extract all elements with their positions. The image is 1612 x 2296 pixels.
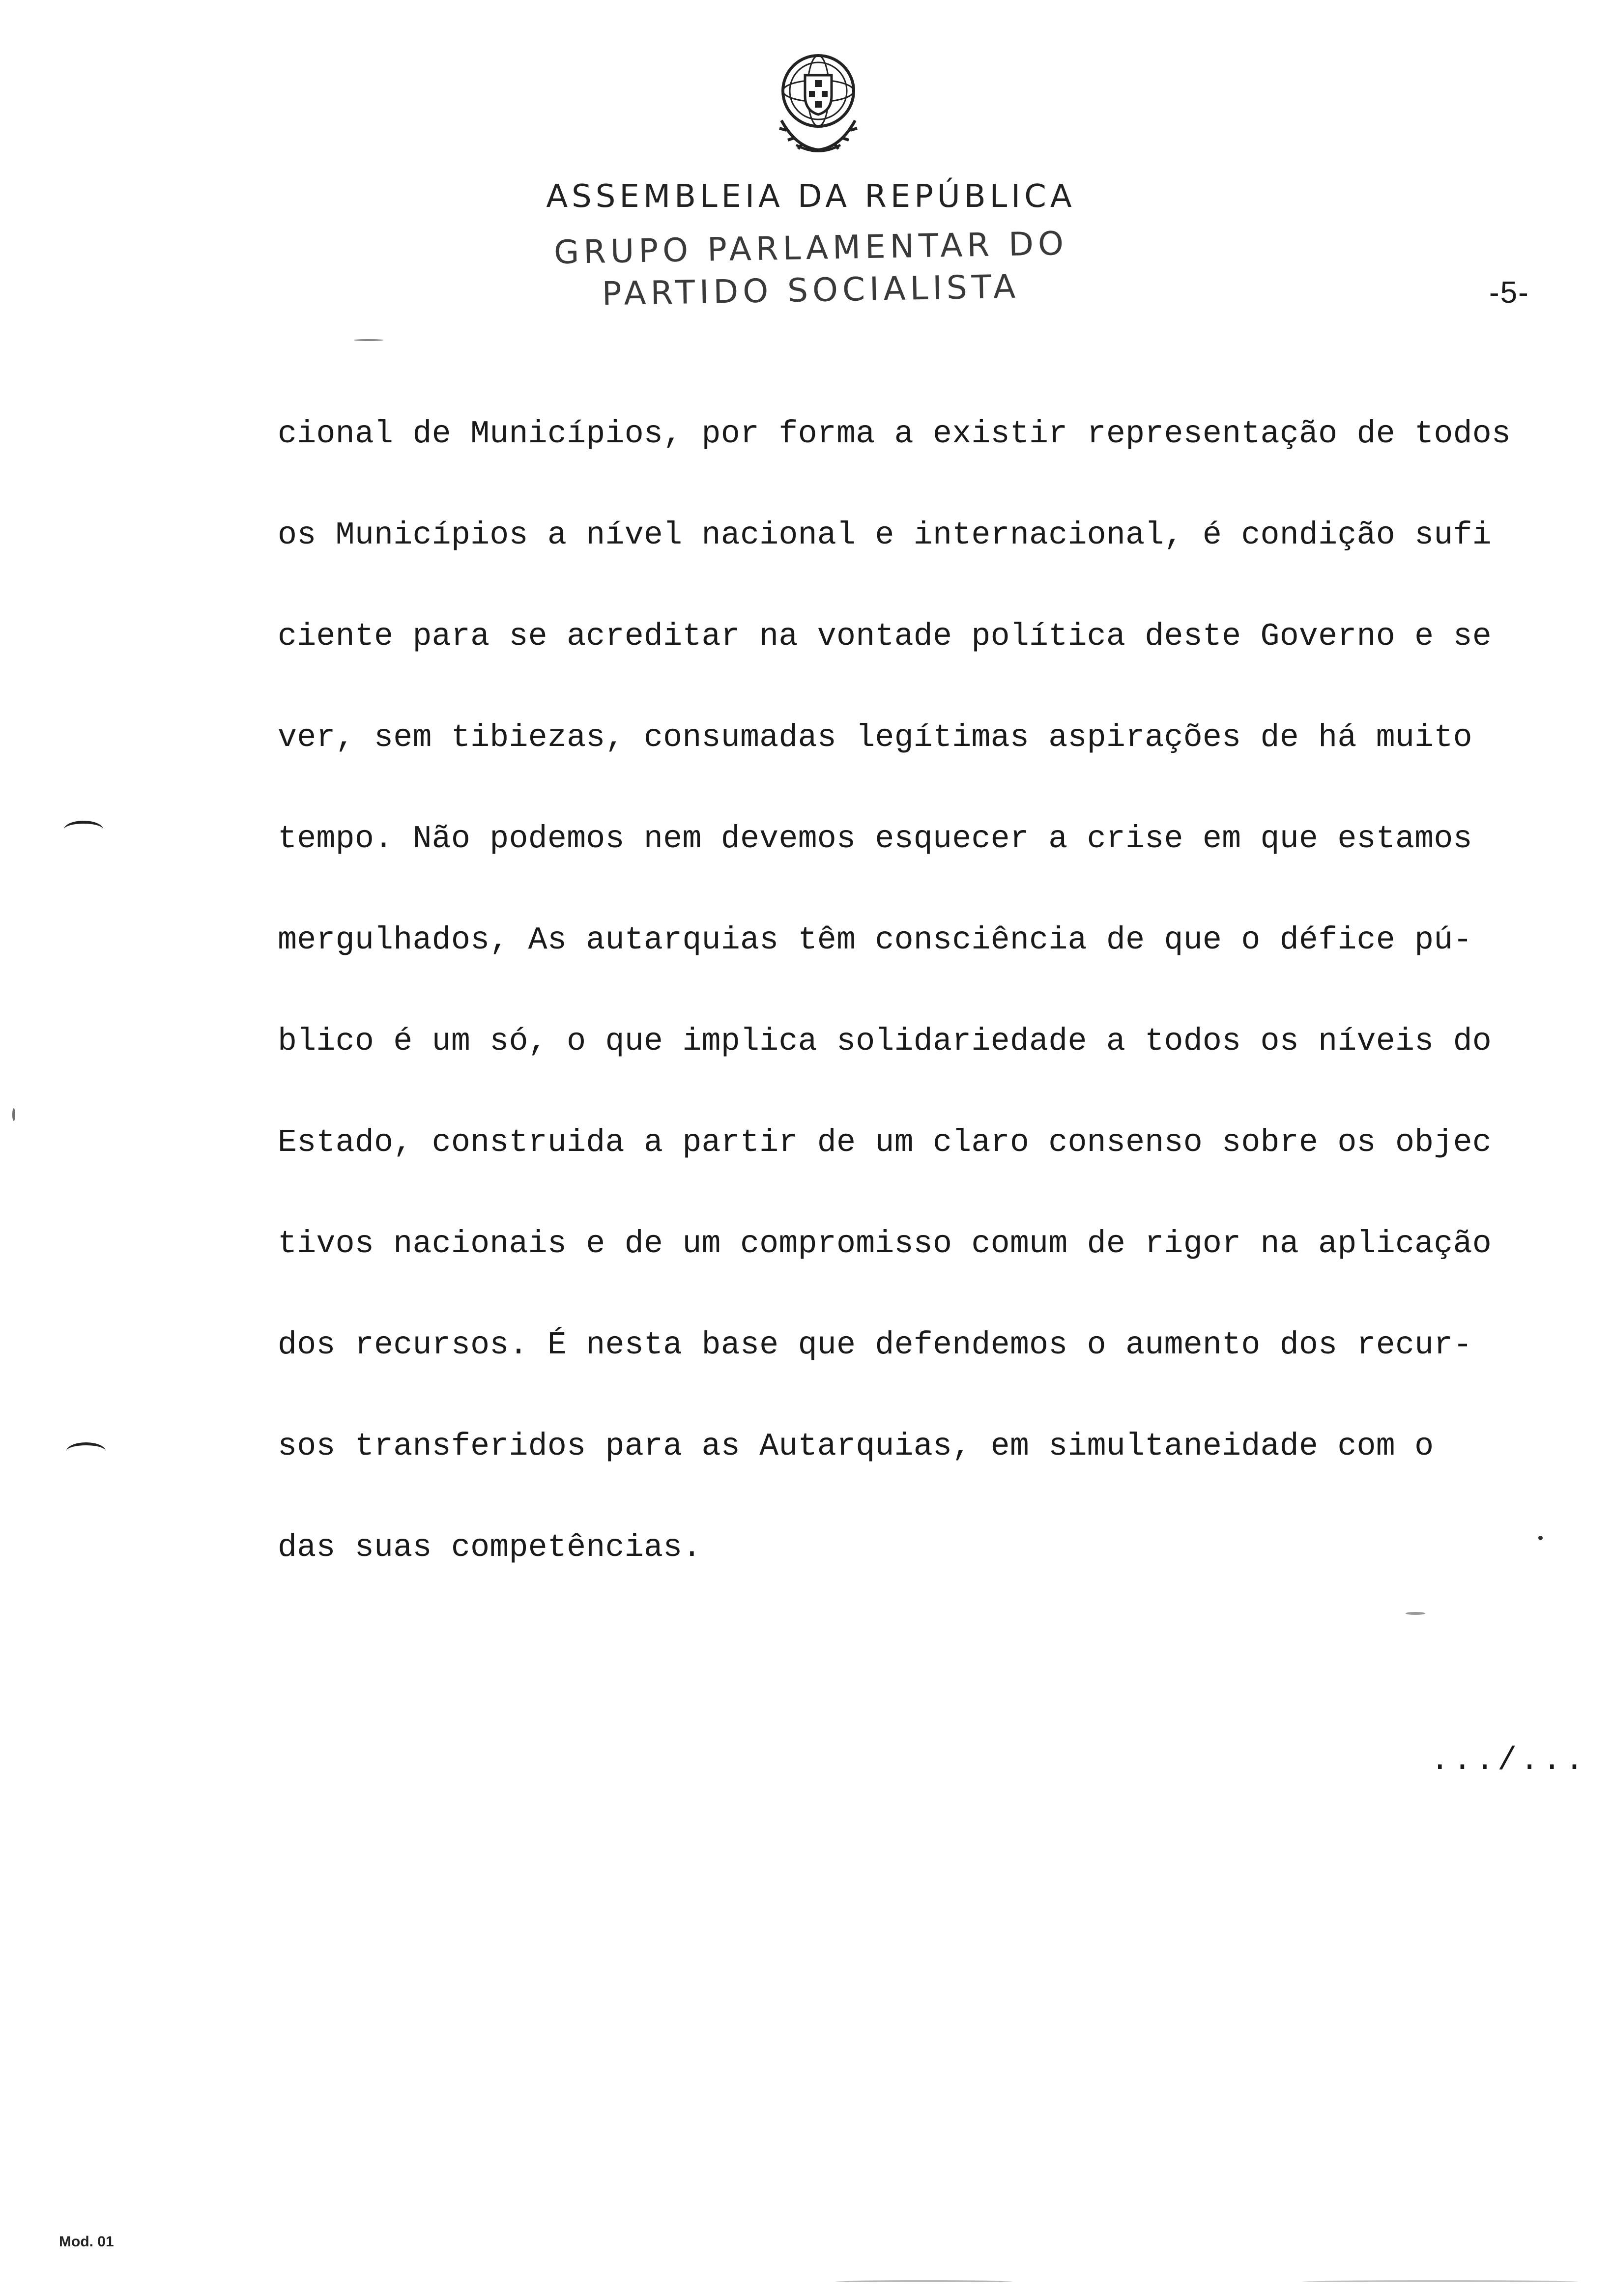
scan-speck	[1406, 1612, 1425, 1615]
text-line: dos recursos. É nesta base que defendemos o aumento dos recur-	[278, 1327, 1472, 1363]
text-line: blico é um só, o que implica solidariedade a todos os níveis do	[278, 1023, 1492, 1060]
scan-speck	[354, 339, 383, 341]
text-line: ver, sem tibiezas, consumadas legítimas aspirações de há muito	[278, 719, 1472, 756]
text-line: sos transferidos para as Autarquias, em simultaneidade com o	[278, 1428, 1434, 1464]
party-group-stamp-line-1: GRUPO PARLAMENTAR DO	[553, 224, 1068, 272]
text-line: tempo. Não podemos nem devemos esquecer a crise em que estamos	[278, 821, 1472, 857]
text-line: os Municípios a nível nacional e internacional, é condição sufi	[278, 517, 1492, 553]
coat-of-arms-icon	[767, 47, 870, 160]
organization-name: ASSEMBLEIA DA REPÚBLICA	[546, 178, 1076, 215]
form-code: Mod. 01	[59, 2234, 114, 2250]
scan-speck	[1302, 2280, 1578, 2282]
scan-speck	[12, 1108, 15, 1121]
text-line: cional de Municípios, por forma a existir representação de todos	[278, 416, 1511, 452]
continuation-marker: .../...	[1430, 1742, 1587, 1779]
scan-speck	[1538, 1536, 1543, 1540]
party-group-stamp-line-2: PARTIDO SOCIALISTA	[602, 267, 1020, 313]
letterhead	[442, 177, 1180, 312]
punch-hole-mark	[64, 821, 103, 838]
text-line: ciente para se acreditar na vontade política deste Governo e se	[278, 618, 1492, 655]
scan-speck	[835, 2280, 1012, 2282]
text-line: tivos nacionais e de um compromisso comum de rigor na aplicação	[278, 1226, 1492, 1262]
text-line: mergulhados, As autarquias têm consciência de que o défice pú-	[278, 922, 1472, 958]
body-text	[278, 383, 1575, 1598]
page-number: -5-	[1489, 276, 1529, 310]
punch-hole-mark	[66, 1442, 106, 1460]
text-line: Estado, construida a partir de um claro consenso sobre os objec	[278, 1124, 1492, 1161]
text-line: das suas competências.	[278, 1529, 702, 1566]
